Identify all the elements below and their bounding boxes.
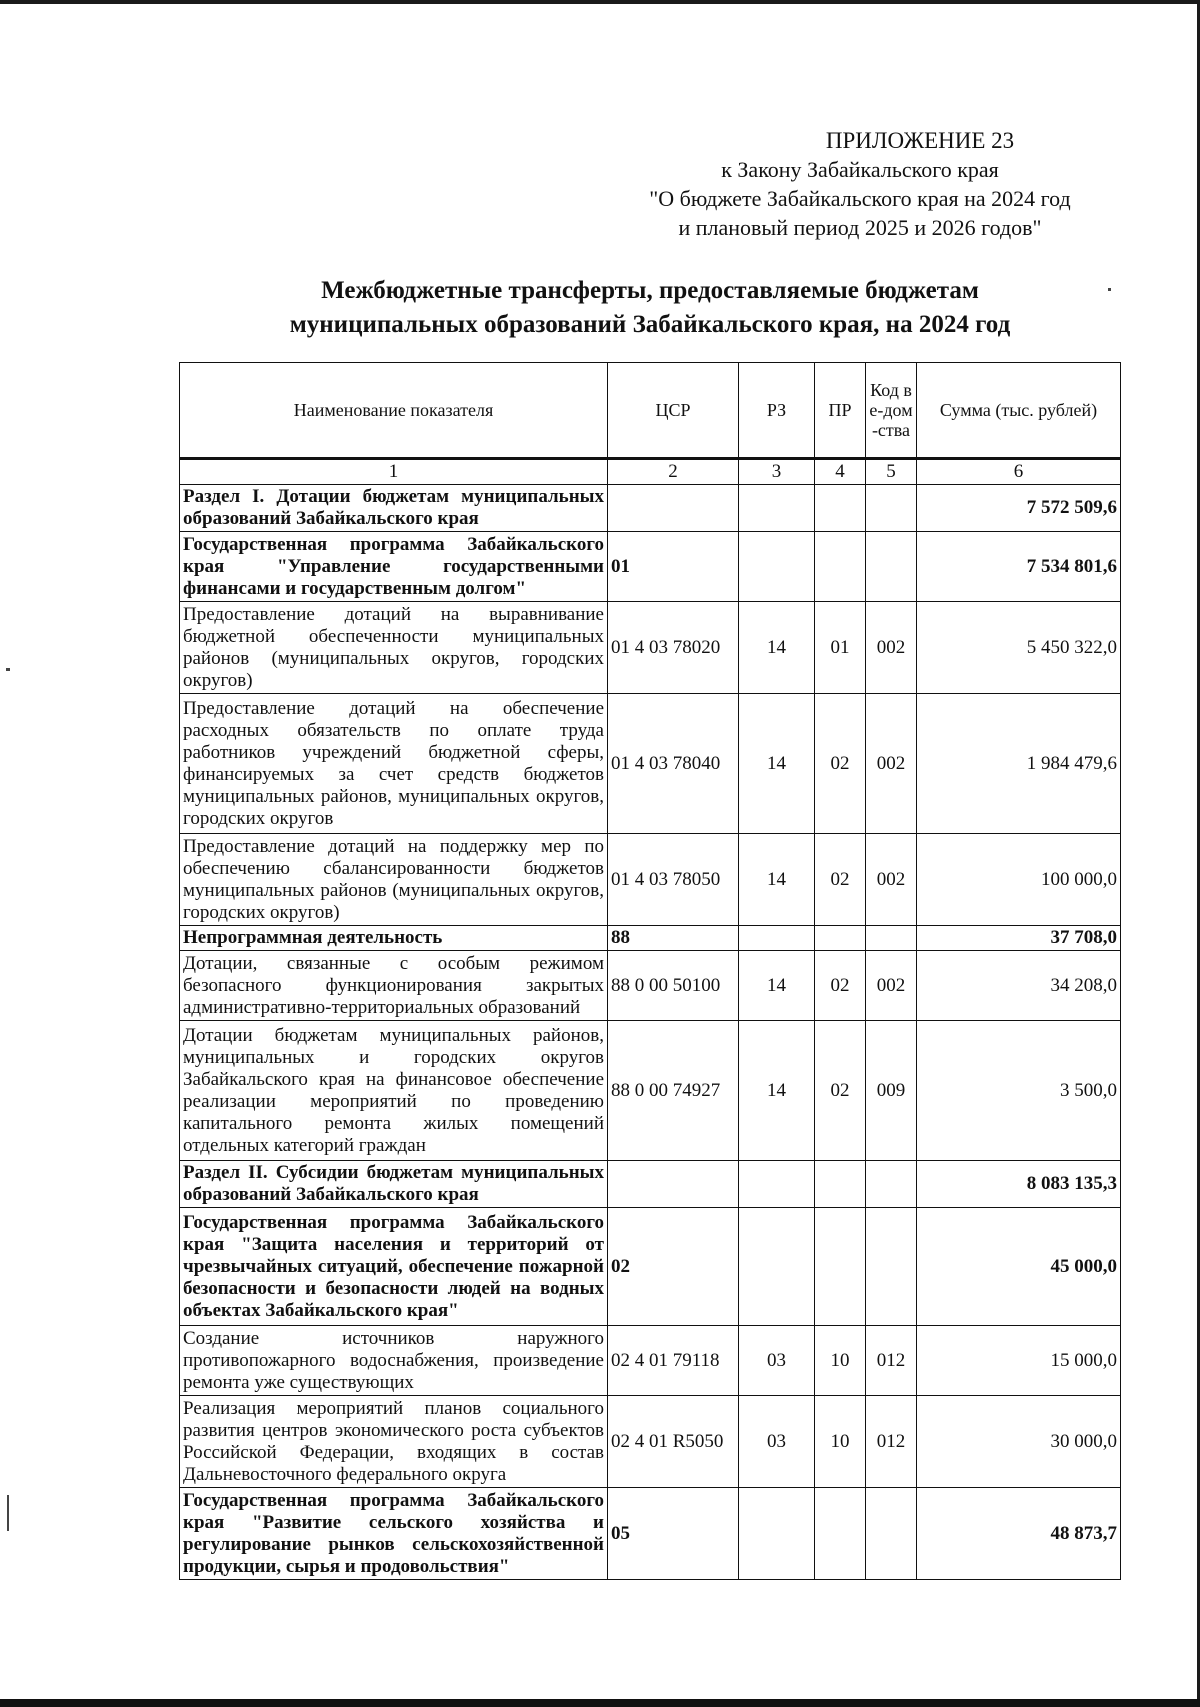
row-sum: 45 000,0 (917, 1208, 1121, 1326)
row-sum: 15 000,0 (917, 1326, 1121, 1396)
scan-mark (6, 668, 10, 671)
table-row (180, 926, 1121, 951)
row-csr: 88 0 00 74927 (608, 1021, 739, 1161)
row-code: 002 (866, 602, 917, 694)
row-code (866, 1161, 917, 1208)
column-number: 5 (866, 459, 917, 485)
table-row (180, 485, 1121, 532)
column-number-row (180, 459, 1121, 485)
table-row (180, 1021, 1121, 1161)
table-row (180, 1396, 1121, 1488)
row-sum: 30 000,0 (917, 1396, 1121, 1488)
row-code: 002 (866, 694, 917, 834)
table-row (180, 1488, 1121, 1580)
budget-table (179, 362, 1121, 1580)
row-pr (815, 1488, 866, 1580)
row-rz: 03 (739, 1326, 815, 1396)
row-code (866, 485, 917, 532)
row-rz (739, 532, 815, 602)
row-name: Дотации бюджетам муниципальных районов, муниципальных и городских округов Забайкальского края на финансовое обеспечение реализации мероприятий по проведению капитального ремонта жилых помещений отдельных категорий граждан (180, 1021, 608, 1161)
scan-edge-bottom (0, 1699, 1200, 1707)
row-code: 009 (866, 1021, 917, 1161)
row-name: Раздел I. Дотации бюджетам муниципальных образований Забайкальского края (180, 485, 608, 532)
row-rz (739, 485, 815, 532)
appendix-header (560, 126, 1160, 242)
row-pr: 10 (815, 1326, 866, 1396)
table-row (180, 532, 1121, 602)
row-rz: 14 (739, 602, 815, 694)
column-number: 4 (815, 459, 866, 485)
header-code: Код ве-дом-ства (866, 363, 917, 459)
row-code (866, 1488, 917, 1580)
row-pr: 10 (815, 1396, 866, 1488)
row-sum: 7 572 509,6 (917, 485, 1121, 532)
table-row (180, 1208, 1121, 1326)
row-name: Государственная программа Забайкальского края "Защита населения и территорий от чрезвычайных ситуаций, обеспечение пожарной безопасности и безопасности людей на водных объектах Забайкальского края" (180, 1208, 608, 1326)
row-sum: 34 208,0 (917, 951, 1121, 1021)
row-sum: 100 000,0 (917, 834, 1121, 926)
scan-edge-top (0, 0, 1200, 4)
table-row (180, 1161, 1121, 1208)
header-csr: ЦСР (608, 363, 739, 459)
row-sum: 3 500,0 (917, 1021, 1121, 1161)
row-csr: 01 4 03 78020 (608, 602, 739, 694)
row-name: Государственная программа Забайкальского края "Развитие сельского хозяйства и регулирование рынков сельскохозяйственной продукции, сырья и продовольствия" (180, 1488, 608, 1580)
row-sum: 37 708,0 (917, 926, 1121, 951)
row-pr: 02 (815, 834, 866, 926)
row-sum: 7 534 801,6 (917, 532, 1121, 602)
row-rz: 03 (739, 1396, 815, 1488)
row-rz: 14 (739, 694, 815, 834)
table-row (180, 951, 1121, 1021)
row-csr: 01 (608, 532, 739, 602)
column-number: 1 (180, 459, 608, 485)
row-csr: 01 4 03 78050 (608, 834, 739, 926)
row-name: Раздел II. Субсидии бюджетам муниципальных образований Забайкальского края (180, 1161, 608, 1208)
column-number: 3 (739, 459, 815, 485)
row-code: 012 (866, 1396, 917, 1488)
row-name: Реализация мероприятий планов социального развития центров экономического роста субъектов Российской Федерации, входящих в состав Дальневосточного федерального округа (180, 1396, 608, 1488)
table-row (180, 602, 1121, 694)
header-sum: Сумма (тыс. рублей) (917, 363, 1121, 459)
row-pr: 02 (815, 1021, 866, 1161)
row-name: Государственная программа Забайкальского края "Управление государственными финансами и государственным долгом" (180, 532, 608, 602)
header-pr: ПР (815, 363, 866, 459)
row-pr (815, 532, 866, 602)
row-pr: 02 (815, 951, 866, 1021)
header-rz: РЗ (739, 363, 815, 459)
column-number: 2 (608, 459, 739, 485)
header-name: Наименование показателя (180, 363, 608, 459)
row-rz: 14 (739, 1021, 815, 1161)
row-code (866, 1208, 917, 1326)
row-csr: 02 4 01 R5050 (608, 1396, 739, 1488)
row-csr: 02 (608, 1208, 739, 1326)
table-row (180, 694, 1121, 834)
document-title-line: муниципальных образований Забайкальского края, на 2024 год (289, 311, 1011, 338)
row-name: Дотации, связанные с особым режимом безопасного функционирования закрытых административно-территориальных образований (180, 951, 608, 1021)
table-row (180, 1326, 1121, 1396)
row-pr: 02 (815, 694, 866, 834)
row-name: Непрограммная деятельность (180, 926, 608, 951)
row-csr: 88 (608, 926, 739, 951)
row-rz (739, 926, 815, 951)
appendix-line: и плановый период 2025 и 2026 годов" (678, 215, 1042, 240)
row-sum: 1 984 479,6 (917, 694, 1121, 834)
row-code: 002 (866, 951, 917, 1021)
row-csr: 02 4 01 79118 (608, 1326, 739, 1396)
row-csr (608, 485, 739, 532)
row-pr (815, 926, 866, 951)
row-code (866, 532, 917, 602)
row-code: 012 (866, 1326, 917, 1396)
row-csr: 05 (608, 1488, 739, 1580)
row-rz (739, 1161, 815, 1208)
table-body (180, 459, 1121, 1580)
row-pr: 01 (815, 602, 866, 694)
document-title (190, 274, 1110, 342)
appendix-title: ПРИЛОЖЕНИЕ 23 (825, 128, 1015, 153)
row-sum: 48 873,7 (917, 1488, 1121, 1580)
row-code: 002 (866, 834, 917, 926)
row-rz (739, 1208, 815, 1326)
column-number: 6 (917, 459, 1121, 485)
table-header-row (180, 363, 1121, 459)
row-csr: 01 4 03 78040 (608, 694, 739, 834)
appendix-line: "О бюджете Забайкальского края на 2024 год (649, 186, 1071, 211)
row-rz (739, 1488, 815, 1580)
row-rz: 14 (739, 834, 815, 926)
scan-mark (7, 1495, 9, 1531)
row-sum: 8 083 135,3 (917, 1161, 1121, 1208)
row-name: Предоставление дотаций на выравнивание бюджетной обеспеченности муниципальных районов (муниципальных округов, городских округов) (180, 602, 608, 694)
row-pr (815, 485, 866, 532)
row-pr (815, 1161, 866, 1208)
table-row (180, 834, 1121, 926)
row-name: Предоставление дотаций на обеспечение расходных обязательств по оплате труда работников учреждений бюджетной сферы, финансируемых за счет средств бюджетов муниципальных районов, муниципальных округов, городских округов (180, 694, 608, 834)
row-sum: 5 450 322,0 (917, 602, 1121, 694)
row-pr (815, 1208, 866, 1326)
appendix-line: к Закону Забайкальского края (721, 157, 999, 182)
row-name: Предоставление дотаций на поддержку мер по обеспечению сбалансированности бюджетов муниципальных районов (муниципальных округов, городских округов) (180, 834, 608, 926)
row-rz: 14 (739, 951, 815, 1021)
row-code (866, 926, 917, 951)
row-csr (608, 1161, 739, 1208)
document-title-line: Межбюджетные трансферты, предоставляемые бюджетам (321, 277, 979, 304)
row-csr: 88 0 00 50100 (608, 951, 739, 1021)
row-name: Создание источников наружного противопожарного водоснабжения, произведение ремонта уже существующих (180, 1326, 608, 1396)
